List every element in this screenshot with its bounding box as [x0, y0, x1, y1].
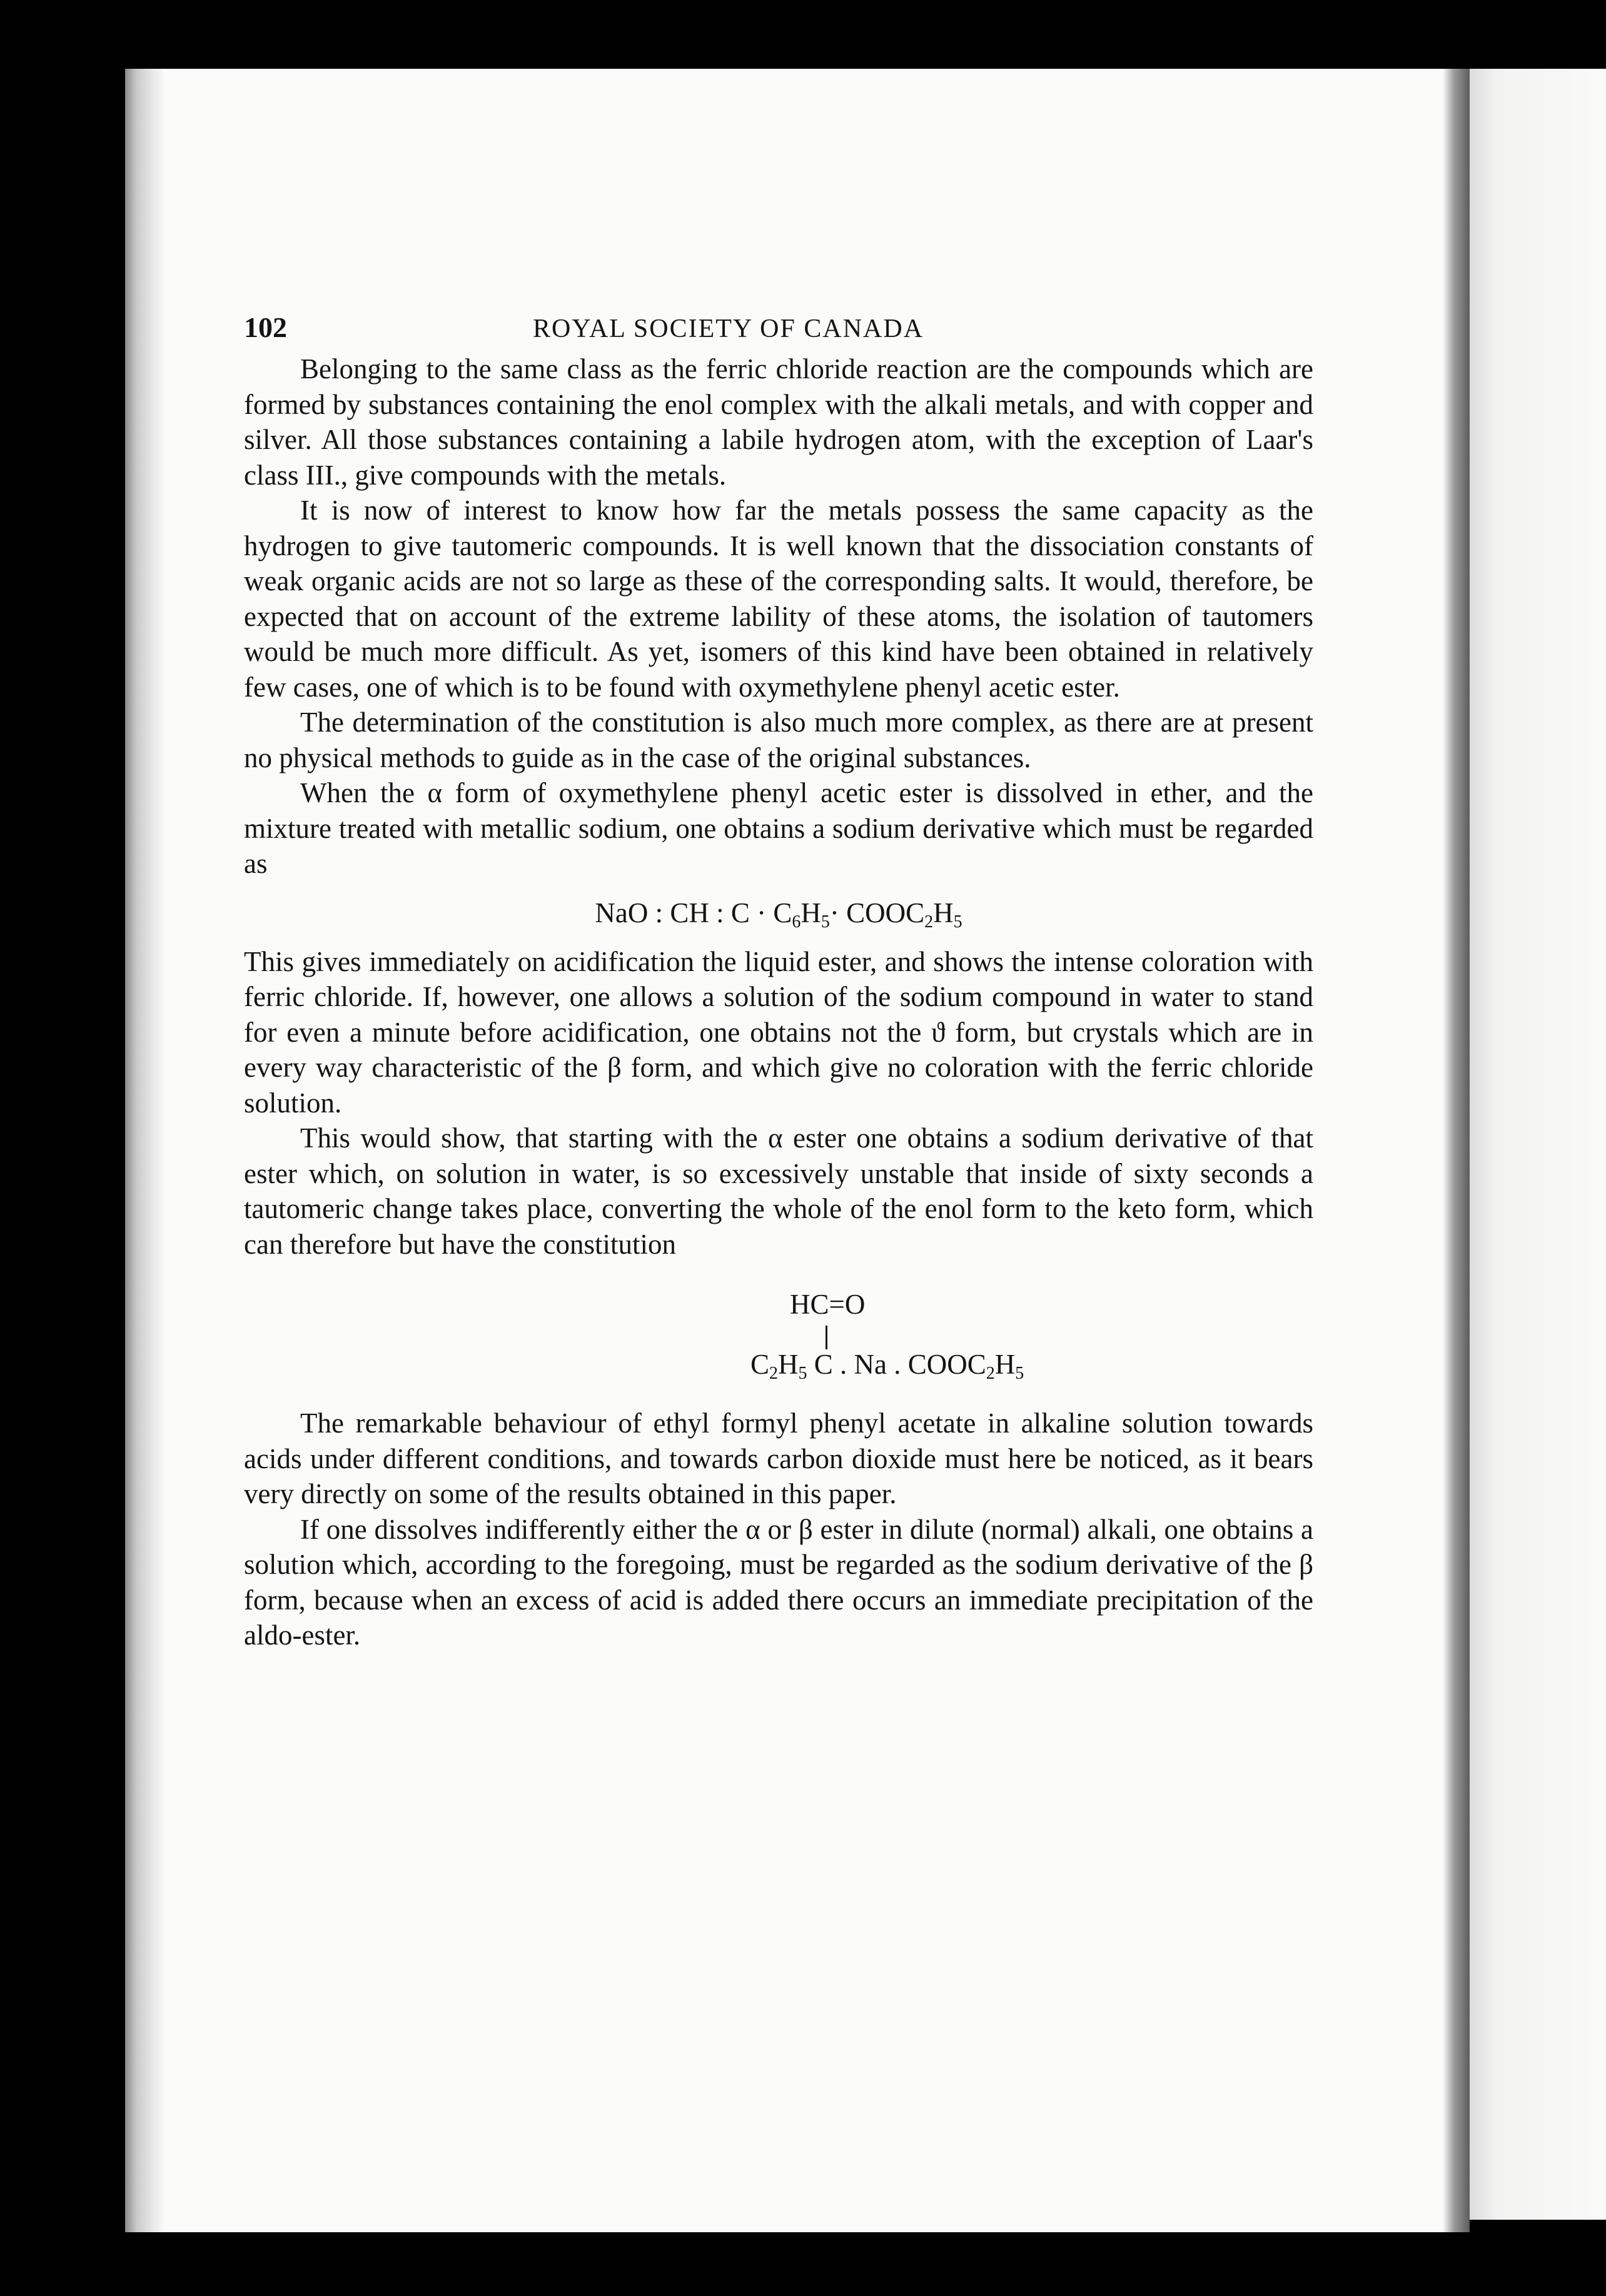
paragraph-2: It is now of interest to know how far the metals possess the same capacity as the hydrogen to give tautomeric compounds. It is well known that the dissociation constants of weak organic acids are not so large as these of the corresponding salts. It would, therefore, be expected that on account of the extreme lability of these atoms, the isolation of tautomers would be much more difficult. As yet, isomers of this kind have been obtained in relatively few cases, one of which is to be found with oxymethylene phenyl acetic ester.	[244, 495, 1313, 703]
paragraph-7: The remarkable behaviour of ethyl formyl phenyl acetate in alkaline solution towards acids under different conditions, and towards carbon dioxide must here be noticed, as it bears very directly on some of the results obtained in this paper.	[244, 1407, 1313, 1509]
paragraph-6: This would show, that starting with the α ester one obtains a sodium derivative of that ester which, on solution in water, is so excessively unstable that inside of sixty seconds a tautomeric change takes place, converting the whole of the enol form to the keto form, which can therefore but have the constitution	[244, 1122, 1313, 1260]
keto-structure-formula	[244, 1287, 1313, 1387]
page-binding-shadow-right	[1443, 69, 1470, 2232]
paragraph-3: The determination of the constitution is also much more complex, as there are at present no physical methods to guide as in the case of the original substances.	[244, 707, 1313, 773]
running-header	[244, 310, 1313, 345]
running-title: ROYAL SOCIETY OF CANADA	[532, 315, 924, 343]
structure-top-group: HC=O	[790, 1289, 866, 1320]
paragraph-4: When the α form of oxymethylene phenyl acetic ester is dissolved in ether, and the mixture treated with metallic sodium, one obtains a sodium derivative which must be regarded as	[244, 777, 1313, 879]
paragraph-8: If one dissolves indifferently either the α or β ester in dilute (normal) alkali, one obtains a solution which, according to the foregoing, must be regarded as the sodium derivative of the β form, because when an excess of acid is added there occurs an immediate precipitation of the aldo-ester.	[244, 1513, 1313, 1651]
sodium-derivative-formula: NaO : CH : $C \cdot C_6H_5\cdot$ $COOC_2H_5$	[595, 897, 962, 932]
page-text-block	[244, 310, 1313, 1653]
structure-bond-line	[826, 1326, 827, 1349]
structure-bottom-group: $C_2H_5$ C . Na . $COOC_2H_5$	[750, 1349, 1024, 1383]
page-number: 102	[244, 311, 287, 343]
page-binding-shadow-left	[125, 69, 163, 2232]
paragraph-1: Belonging to the same class as the ferric chloride reaction are the compounds which are formed by substances containing the enol complex with the alkali metals, and with copper and silver. All those substances containing a labile hydrogen atom, with the exception of Laar's class III., give compounds with the metals.	[244, 353, 1313, 491]
paragraph-5: This gives immediately on acidification the liquid ester, and shows the intense coloration with ferric chloride. If, however, one allows a solution of the sodium compound in water to stand for even a minute before acidification, one obtains not the ϑ form, but crystals which are in every way characteristic of the β form, and which give no coloration with the ferric chloride solution.	[244, 945, 1313, 1119]
facing-page-edge	[1470, 69, 1606, 2220]
